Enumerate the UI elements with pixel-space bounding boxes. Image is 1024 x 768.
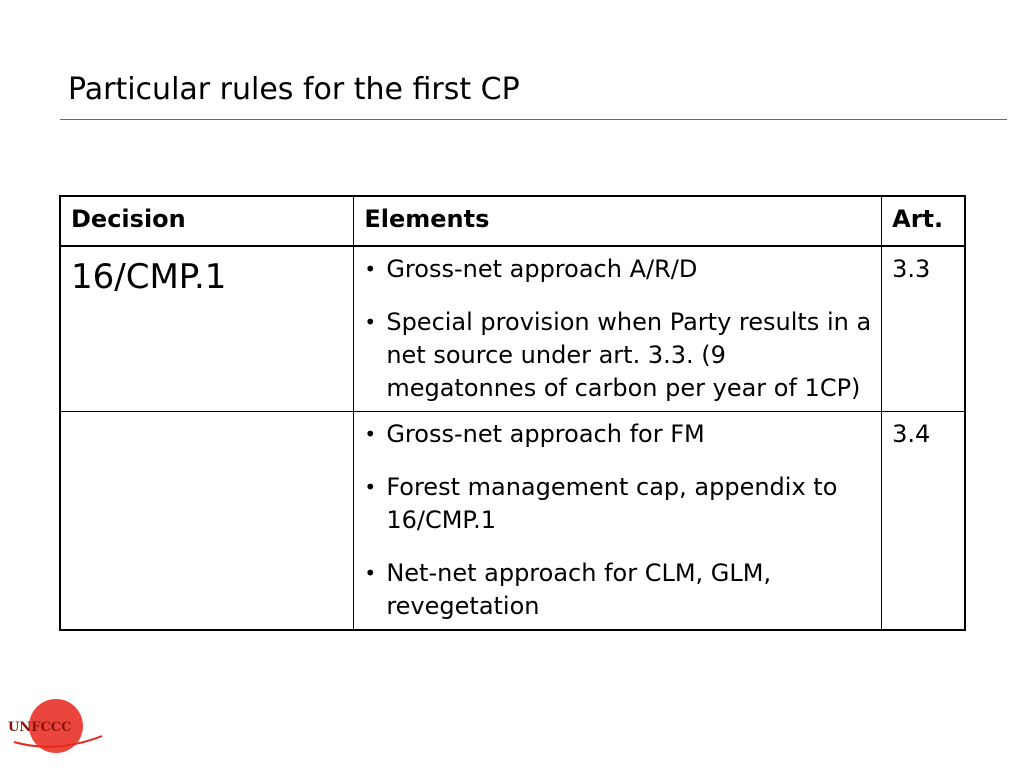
- header-elements: Elements: [354, 196, 882, 246]
- elements-cell: [354, 412, 882, 631]
- decision-value: 16/CMP.1: [71, 257, 227, 297]
- list-item: [364, 471, 871, 537]
- list-item: [364, 306, 871, 405]
- bullet-icon: •: [364, 422, 377, 446]
- decision-cell: [60, 246, 354, 412]
- element-text: Special provision when Party results in a net source under art. 3.3. (9 megatonnes of carbon per year of 1CP): [386, 308, 872, 402]
- logo-text: UNFCCC: [8, 720, 72, 735]
- bullet-icon: •: [364, 310, 377, 334]
- element-text: Forest management cap, appendix to 16/CMP.1: [386, 473, 838, 534]
- title-divider: [60, 119, 1007, 120]
- elements-cell: [354, 246, 882, 412]
- element-text: Net-net approach for CLM, GLM, revegetation: [386, 559, 772, 620]
- table-row: [60, 246, 965, 412]
- header-art: Art.: [882, 196, 965, 246]
- art-cell: 3.4: [882, 412, 965, 631]
- elements-list: [364, 253, 871, 405]
- rules-table: [59, 195, 966, 631]
- art-cell: 3.3: [882, 246, 965, 412]
- element-text: Gross-net approach A/R/D: [386, 255, 698, 283]
- table-row: [60, 412, 965, 631]
- element-text: Gross-net approach for FM: [386, 420, 705, 448]
- header-decision: Decision: [60, 196, 354, 246]
- bullet-icon: •: [364, 257, 377, 281]
- decision-value: [71, 418, 343, 420]
- decision-cell: [60, 412, 354, 631]
- bullet-icon: •: [364, 561, 377, 585]
- unfccc-logo: [6, 692, 106, 758]
- elements-list: [364, 418, 871, 623]
- bullet-icon: •: [364, 475, 377, 499]
- list-item: [364, 253, 871, 286]
- list-item: [364, 557, 871, 623]
- table-header-row: [60, 196, 965, 246]
- list-item: [364, 418, 871, 451]
- slide-title: Particular rules for the first CP: [68, 72, 520, 107]
